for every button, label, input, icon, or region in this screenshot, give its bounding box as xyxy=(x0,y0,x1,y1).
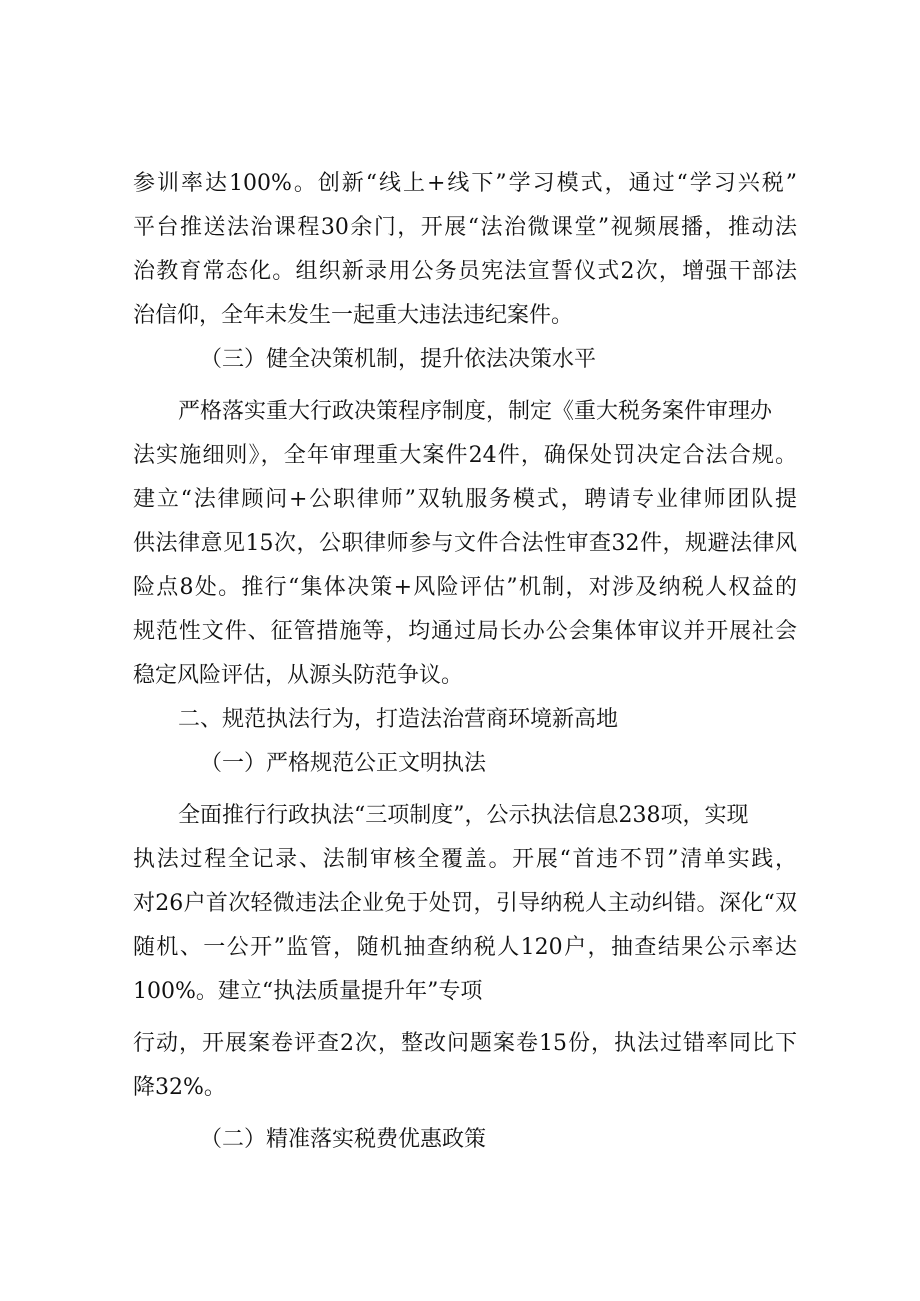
paragraph-line: 全面推行行政执法“三项制度”，公示执法信息238项，实现 xyxy=(178,803,749,828)
paragraph-line: 执法过程全记录、法制审核全覆盖。开展“首违不罚”清单实践， xyxy=(133,847,797,872)
chapter-heading-2: 二、规范执法行为，打造法治营商环境新高地 xyxy=(178,707,619,732)
paragraph-line: 险点8处。推行“集体决策+风险评估”机制，对涉及纳税人权益的 xyxy=(133,575,797,600)
paragraph-line: 随机、一公开”监管，随机抽查纳税人120户，抽查结果公示率达 xyxy=(133,935,797,960)
paragraph-line: 行动，开展案卷评查2次，整改问题案卷15份，执法过错率同比下 xyxy=(133,1031,797,1056)
section-heading-3: （三）健全决策机制，提升依法决策水平 xyxy=(200,347,597,372)
paragraph-line: 治教育常态化。组织新录用公务员宪法宣誓仪式2次，增强干部法 xyxy=(133,259,797,284)
paragraph-line: 对26户首次轻微违法企业免于处罚，引导纳税人主动纠错。深化“双 xyxy=(133,891,797,916)
paragraph-line: 参训率达100%。创新“线上+线下”学习模式，通过“学习兴税” xyxy=(133,171,797,196)
paragraph-line: 降32%。 xyxy=(133,1075,226,1100)
section-heading-1: （一）严格规范公正文明执法 xyxy=(200,751,487,776)
paragraph-line: 稳定风险评估，从源头防范争议。 xyxy=(133,663,464,688)
paragraph-line: 建立“法律顾问+公职律师”双轨服务模式，聘请专业律师团队提 xyxy=(133,487,797,512)
paragraph-line: 严格落实重大行政决策程序制度，制定《重大税务案件审理办 xyxy=(178,399,773,424)
section-heading-2: （二）精准落实税费优惠政策 xyxy=(200,1127,487,1152)
paragraph-line: 法实施细则》，全年审理重大案件24件，确保处罚决定合法合规。 xyxy=(133,443,797,468)
paragraph-line: 100%。建立“执法质量提升年”专项 xyxy=(133,979,483,1004)
paragraph-line: 治信仰，全年未发生一起重大违法违纪案件。 xyxy=(133,303,574,328)
paragraph-line: 供法律意见15次，公职律师参与文件合法性审查32件，规避法律风 xyxy=(133,531,797,556)
paragraph-line: 规范性文件、征管措施等，均通过局长办公会集体审议并开展社会 xyxy=(133,619,797,644)
paragraph-line: 平台推送法治课程30余门，开展“法治微课堂”视频展播，推动法 xyxy=(133,215,797,240)
